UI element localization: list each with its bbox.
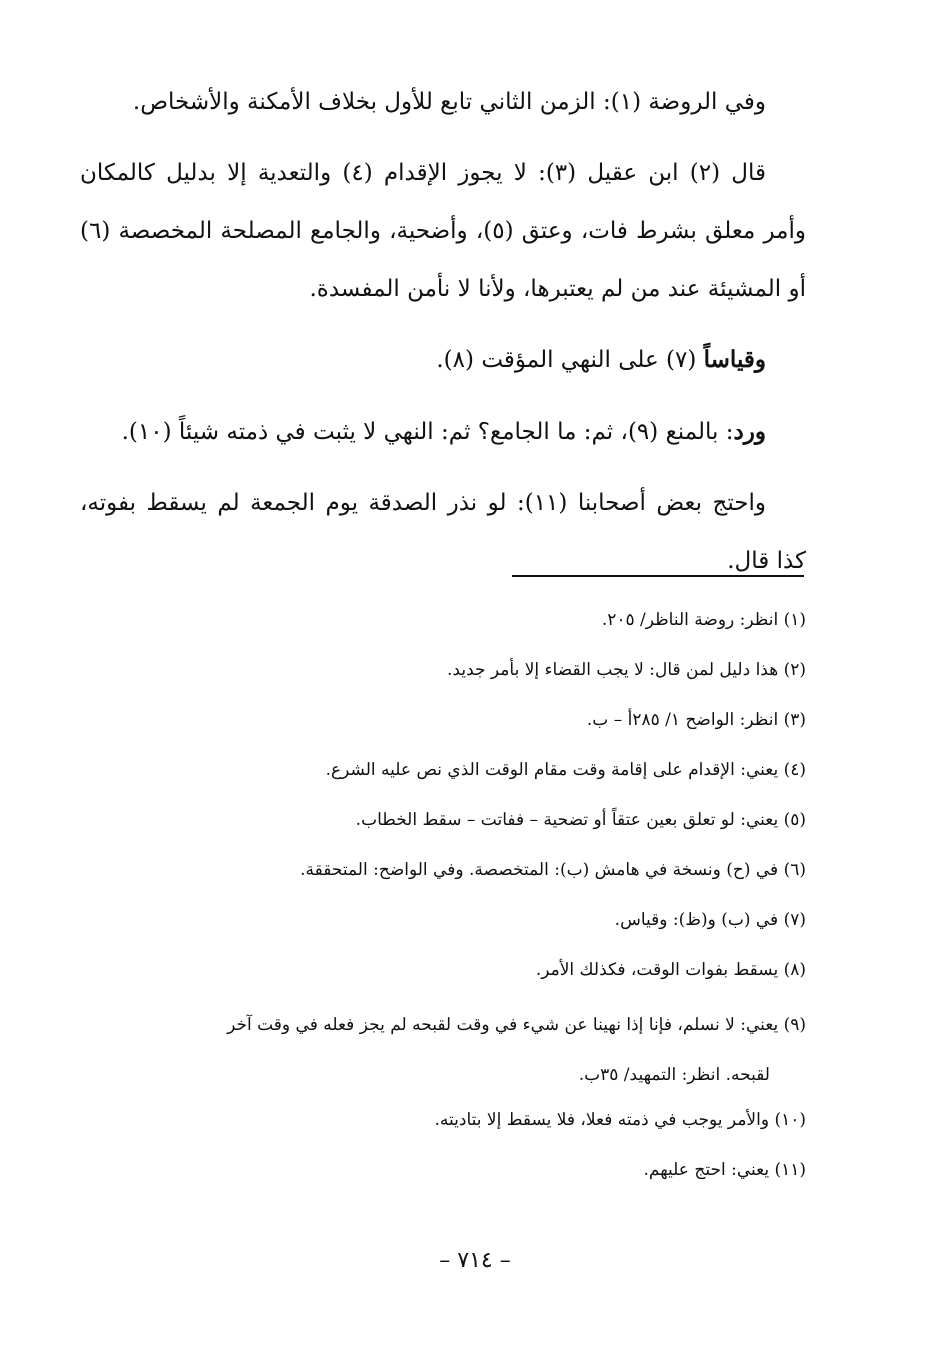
footnote-2: (٢) هذا دليل لمن قال: لا يجب القضاء إلا بأمر جديد. bbox=[447, 660, 806, 680]
footnote-4: (٤) يعني: الإقدام على إقامة وقت مقام الوقت الذي نص عليه الشرع. bbox=[325, 760, 806, 780]
footnote-9-line-1: (٩) يعني: لا نسلم، فإنا إذا نهينا عن شيء في وقت لقبحه لم يجز فعله في وقت آخر bbox=[227, 1015, 806, 1035]
qiyas-text: (٧) على النهي المؤقت (٨). bbox=[436, 347, 704, 373]
paragraph-rawda: وفي الروضة (١): الزمن الثاني تابع للأول بخلاف الأمكنة والأشخاص. bbox=[132, 89, 766, 115]
radd-heading: ورد bbox=[733, 418, 766, 445]
paragraph-ihtajja: واحتج بعض أصحابنا (١١): لو نذر الصدقة يوم الجمعة لم يسقط بفوته، كذا قال. bbox=[80, 490, 806, 574]
footnote-8: (٨) يسقط بفوات الوقت، فكذلك الأمر. bbox=[535, 960, 806, 980]
footnote-5: (٥) يعني: لو تعلق بعين عتقاً أو تضحية – ففاتت – سقط الخطاب. bbox=[355, 810, 806, 830]
footnote-9 bbox=[80, 1000, 806, 1100]
paragraph-qiyas bbox=[80, 330, 806, 390]
qiyas-heading: وقياساً bbox=[703, 346, 766, 373]
paragraph-radd bbox=[80, 402, 806, 462]
page-number: – ٧١٤ – bbox=[439, 1248, 511, 1273]
footnote-11: (١١) يعني: احتج عليهم. bbox=[643, 1160, 806, 1180]
footnote-1: (١) انظر: روضة الناظر/ ٢٠٥. bbox=[601, 610, 806, 630]
footnote-7: (٧) في (ب) و(ظ): وقياس. bbox=[614, 910, 806, 930]
paragraph-ibn-aqil: قال (٢) ابن عقيل (٣): لا يجوز الإقدام (٤) والتعدية إلا بدليل كالمكان وأمر معلق بشرط فات، وعتق (٥)، وأضحية، والجامع المصلحة المخصصة (٦) أو المشيئة عند من لم يعتبرها، ولأنا لا نأمن المفسدة. bbox=[80, 160, 806, 302]
footnote-9-line-2: لقبحه. انظر: التمهيد/ ٣٥ب. bbox=[578, 1065, 770, 1085]
footnote-separator-line bbox=[512, 575, 804, 577]
footnote-10: (١٠) والأمر يوجب في ذمته فعلا، فلا يسقط إلا بتاديته. bbox=[434, 1110, 806, 1130]
radd-text: : بالمنع (٩)، ثم: ما الجامع؟ ثم: النهي لا يثبت في ذمته شيئاً (١٠). bbox=[121, 419, 734, 445]
main-text-body bbox=[80, 72, 806, 590]
footnotes-section bbox=[80, 600, 806, 1200]
footnote-3: (٣) انظر: الواضح ١/ ٢٨٥أ – ب. bbox=[586, 710, 806, 730]
footnote-6: (٦) في (ح) ونسخة في هامش (ب): المتخصصة. وفي الواضح: المتحققة. bbox=[300, 860, 806, 880]
